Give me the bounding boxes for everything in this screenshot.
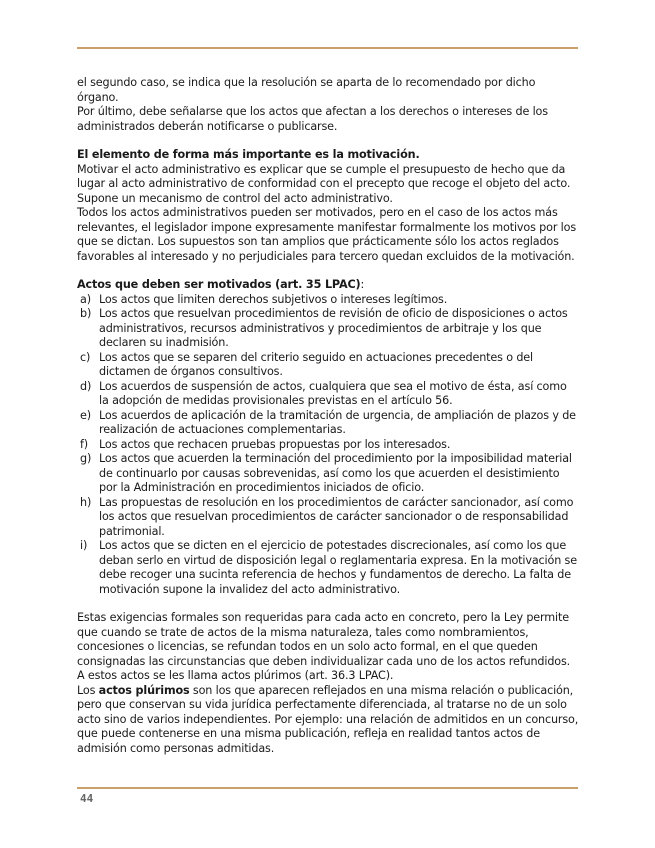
- motivated-acts-heading: Actos que deben ser motivados (art. 35 LPAC):: [77, 278, 365, 291]
- list-item: g) Los actos que acuerden la terminación del procedimiento por la imposibilidad material de continuarlo por causas sobrevenidas, así como los que acuerden el desistimiento por la Administración en procedimientos iniciados de oficio.: [80, 452, 572, 494]
- list-item: h) Las propuestas de resolución en los procedimientos de carácter sancionador, así como los actos que resuelvan procedimientos de carácter sancionador o de responsabilidad patrimonial.: [80, 495, 574, 538]
- header-rule: [77, 47, 578, 49]
- motivation-paragraph-2: Todos los actos administrativos pueden ser motivados, pero en el caso de los actos más relevantes, el legislador impone expresamente manifestar formalmente los motivos por los que se dictan. Los supuestos son tan amplios que prácticamente sólo los actos reglados favorables al interesado y no perjudiciales para tercero quedan excluidos de la motivación.: [77, 206, 577, 263]
- list-item: d) Los acuerdos de suspensión de actos, cualquiera que sea el motivo de ésta, así como la adopción de medidas provisionales previstas en el artículo 56.: [80, 379, 567, 407]
- list-item: f) Los actos que rechacen pruebas propuestas por los interesados.: [80, 437, 451, 451]
- intro-paragraph-2: Por último, debe señalarse que los actos que afectan a los derechos o intereses de los administrados deberán notificarse o publicarse.: [77, 105, 548, 133]
- list-item: i) Los actos que se dicten en el ejercicio de potestades discrecionales, así como los que deban serlo en virtud de disposición legal o reglamentaria expresa. En la motivación se debe recoger una sucinta referencia de hechos y fundamentos de derecho. La falta de motivación supone la invalidez del acto administrativo.: [80, 539, 577, 596]
- plural-acts-paragraph-1: Estas exigencias formales son requeridas para cada acto en concreto, pero la Ley permite que cuando se trate de actos de la misma naturaleza, tales como nombramientos, concesiones o licencias, se refundan todos en un solo acto formal, en el que queden consignadas las circunstancias que deben individualizar cada uno de los actos refundidos. A estos actos se les llama actos plúrimos (art. 36.3 LPAC).: [77, 611, 571, 682]
- intro-paragraph-1: el segundo caso, se indica que la resolución se aparta de lo recomendado por dicho órgano.: [77, 76, 536, 104]
- page-number: 44: [80, 792, 94, 805]
- list-item: a) Los actos que limiten derechos subjetivos o intereses legítimos.: [80, 292, 448, 306]
- page-body: [77, 76, 579, 756]
- list-item: b) Los actos que resuelvan procedimientos de revisión de oficio de disposiciones o actos administrativos, recursos administrativos y procedimientos de arbitraje y los que declaren su inadmisión.: [80, 307, 568, 349]
- list-item: e) Los acuerdos de aplicación de la tramitación de urgencia, de ampliación de plazos y de realización de actuaciones complementarias.: [80, 408, 576, 436]
- motivated-acts-list: [77, 293, 579, 598]
- footer-rule: [77, 787, 578, 789]
- motivation-heading: El elemento de forma más importante es la motivación.: [77, 148, 420, 161]
- plural-acts-paragraph-2: Los actos plúrimos son los que aparecen reflejados en una misma relación o publicación, pero que conservan su vida jurídica perfectamente diferenciada, al tratarse no de un solo acto sino de varios independientes. Por ejemplo: una relación de admitidos en un concurso, que puede contenerse en una misma publicación, refleja en realidad tantos actos de admisión como personas admitidas.: [77, 683, 579, 755]
- list-item: c) Los actos que se separen del criterio seguido en actuaciones precedentes o del dictamen de órganos consultivos.: [80, 350, 533, 378]
- motivation-paragraph-1: Motivar el acto administrativo es explicar que se cumple el presupuesto de hecho que da lugar al acto administrativo de conformidad con el precepto que recoge el objeto del acto. Supone un mecanismo de control del acto administrativo.: [77, 162, 571, 205]
